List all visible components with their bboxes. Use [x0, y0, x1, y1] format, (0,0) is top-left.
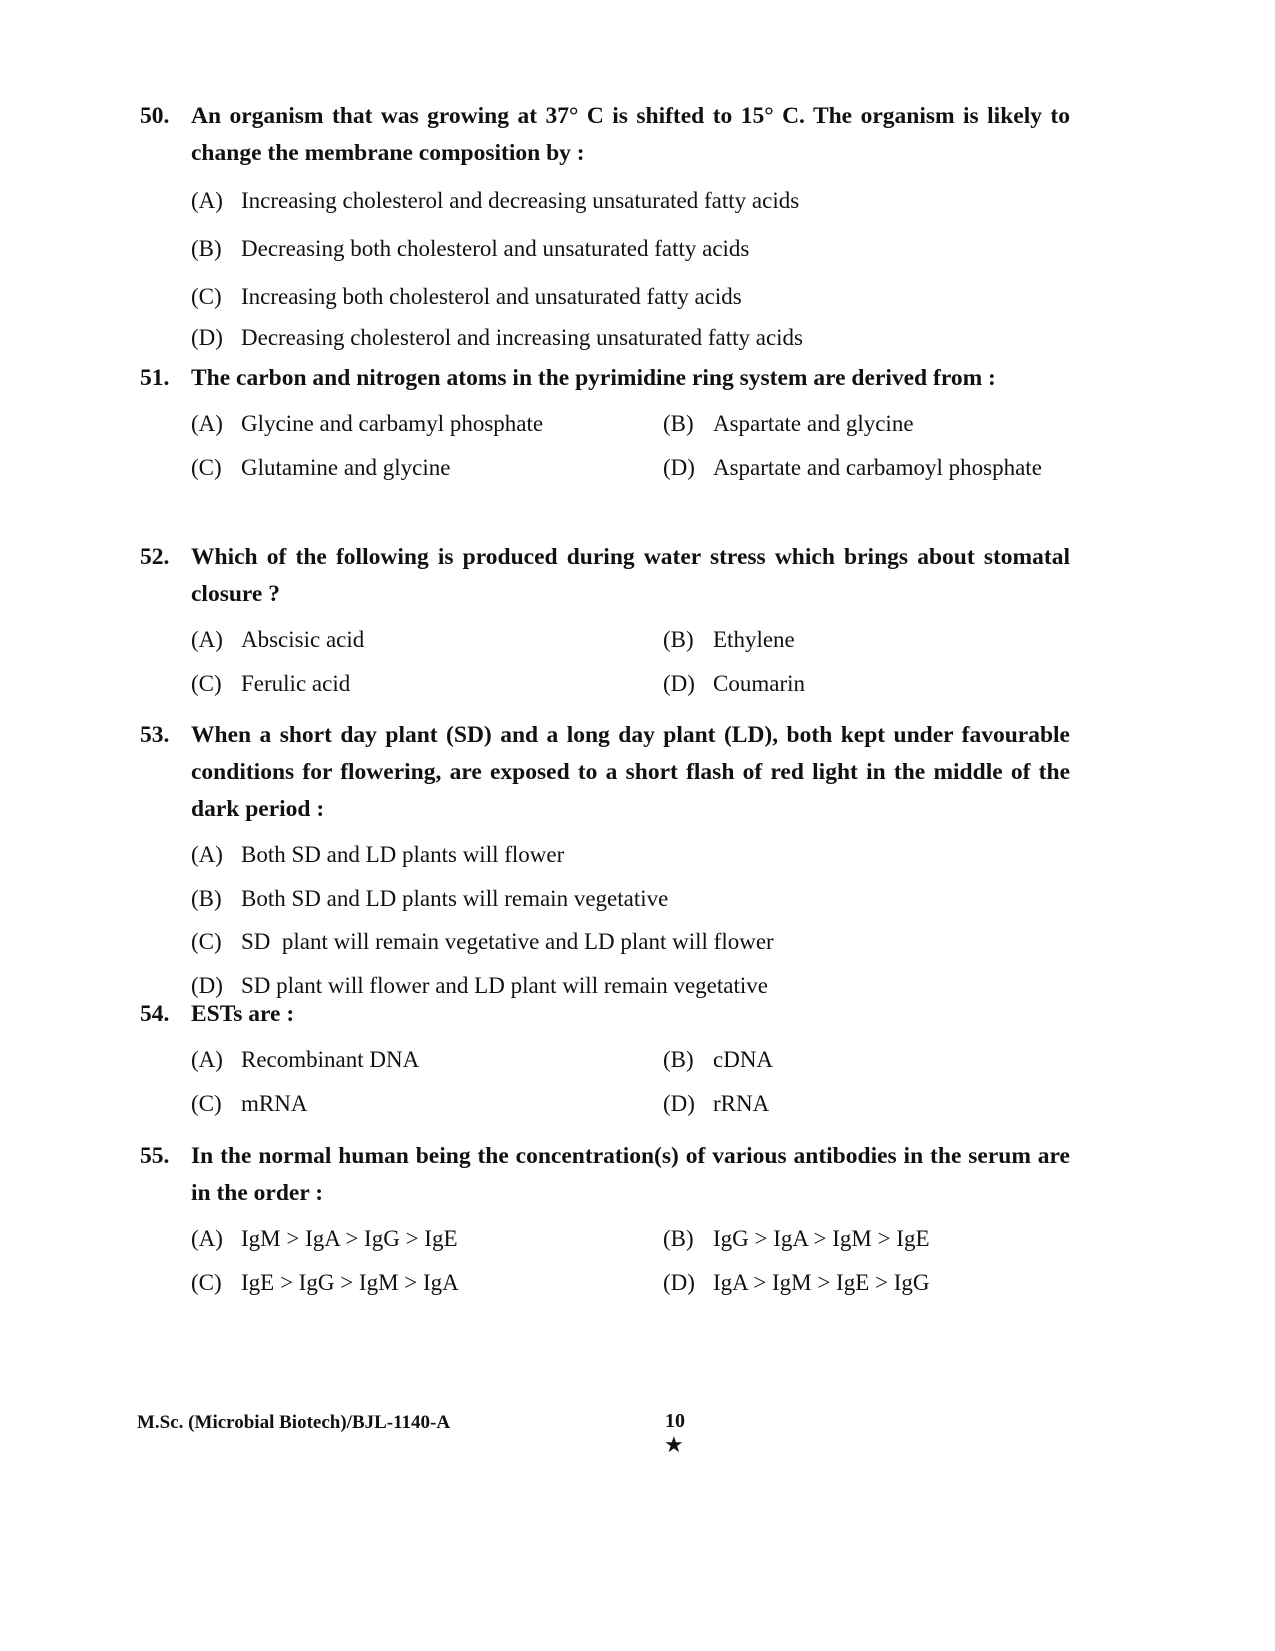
- option-text: Glutamine and glycine: [241, 454, 451, 480]
- option-list: [191, 177, 1070, 362]
- option-text: IgE > IgG > IgM > IgA: [241, 1269, 459, 1295]
- question-55: [140, 1138, 1070, 1304]
- option-text: Aspartate and carbamoyl phosphate: [713, 454, 1042, 480]
- option-text: Abscisic acid: [241, 627, 365, 652]
- option-label: (A): [191, 1047, 223, 1072]
- option-c[interactable]: [191, 1261, 663, 1305]
- option-label: (B): [191, 236, 222, 261]
- option-text: Both SD and LD plants will remain vegetative: [241, 885, 669, 911]
- option-list: [191, 1038, 1070, 1125]
- question-text: An organism that was growing at 37° C is shifted to 15° C. The organism is likely to change the membrane composition by :: [191, 103, 1070, 166]
- option-d[interactable]: [663, 1082, 1083, 1126]
- option-label: (B): [663, 411, 694, 436]
- question-51: [140, 360, 1070, 489]
- option-b[interactable]: [663, 1038, 1083, 1082]
- question-number: 55.: [140, 1143, 170, 1169]
- option-b[interactable]: [663, 618, 1083, 662]
- option-b[interactable]: [191, 877, 1070, 921]
- option-label: (B): [663, 627, 694, 652]
- option-list: [191, 833, 1070, 1007]
- option-text: mRNA: [241, 1090, 308, 1116]
- option-d[interactable]: [191, 314, 1070, 362]
- question-53: [140, 717, 1070, 1007]
- option-b[interactable]: [663, 402, 1083, 446]
- option-label: (B): [663, 1226, 694, 1251]
- option-text: cDNA: [713, 1047, 774, 1072]
- option-a[interactable]: [191, 618, 663, 662]
- option-d[interactable]: [663, 1261, 1083, 1305]
- option-text: Increasing cholesterol and decreasing unsaturated fatty acids: [241, 188, 800, 213]
- option-text: Aspartate and glycine: [713, 411, 914, 436]
- option-label: (D): [663, 454, 695, 480]
- question-50: [140, 98, 1070, 362]
- option-label: (D): [191, 325, 223, 350]
- option-c[interactable]: [191, 920, 1070, 964]
- option-text: Both SD and LD plants will flower: [241, 842, 565, 867]
- question-number: 52.: [140, 544, 170, 570]
- option-a[interactable]: [191, 1217, 663, 1261]
- option-c[interactable]: [191, 446, 663, 490]
- star-icon: ★: [664, 1432, 684, 1457]
- question-text: Which of the following is produced during water stress which brings about stomatal closure ?: [191, 544, 1070, 607]
- option-text: Glycine and carbamyl phosphate: [241, 411, 544, 436]
- option-d[interactable]: [663, 446, 1083, 490]
- question-text: When a short day plant (SD) and a long day plant (LD), both kept under favourable conditions for flowering, are exposed to a short flash of red light in the middle of the dark period :: [191, 722, 1070, 822]
- option-a[interactable]: [191, 177, 1070, 225]
- option-text: Ferulic acid: [241, 670, 351, 696]
- option-label: (A): [191, 188, 223, 213]
- option-a[interactable]: [191, 1038, 663, 1082]
- option-label: (C): [191, 670, 222, 696]
- question-52: [140, 539, 1070, 705]
- option-label: (C): [191, 929, 222, 954]
- option-d[interactable]: [663, 662, 1083, 706]
- option-label: (D): [663, 670, 695, 696]
- option-list: [191, 618, 1070, 705]
- option-text: Decreasing both cholesterol and unsaturated fatty acids: [241, 236, 750, 261]
- page-number: 10: [665, 1410, 685, 1432]
- option-label: (C): [191, 454, 222, 480]
- option-label: (A): [191, 411, 223, 436]
- option-a[interactable]: [191, 402, 663, 446]
- paper-code: M.Sc. (Microbial Biotech)/BJL-1140-A: [137, 1412, 451, 1433]
- option-text: IgA > IgM > IgE > IgG: [713, 1269, 930, 1295]
- option-text: Recombinant DNA: [241, 1047, 420, 1072]
- option-b[interactable]: [191, 225, 1070, 273]
- option-text: IgG > IgA > IgM > IgE: [713, 1226, 930, 1251]
- option-list: [191, 402, 1070, 489]
- option-text: Decreasing cholesterol and increasing unsaturated fatty acids: [241, 325, 803, 350]
- option-label: (C): [191, 284, 222, 309]
- option-text: SD plant will remain vegetative and LD plant will flower: [241, 929, 774, 954]
- option-text: IgM > IgA > IgG > IgE: [241, 1226, 458, 1251]
- option-label: (B): [191, 885, 222, 911]
- option-label: (D): [191, 972, 223, 998]
- option-text: Coumarin: [713, 670, 805, 696]
- question-number: 54.: [140, 1001, 170, 1027]
- option-label: (D): [663, 1090, 695, 1116]
- option-c[interactable]: [191, 662, 663, 706]
- option-text: SD plant will flower and LD plant will remain vegetative: [241, 972, 768, 998]
- question-number: 51.: [140, 365, 170, 391]
- option-c[interactable]: [191, 1082, 663, 1126]
- option-label: (A): [191, 842, 223, 867]
- option-label: (A): [191, 627, 223, 652]
- question-text: ESTs are :: [191, 1001, 295, 1027]
- question-text: In the normal human being the concentration(s) of various antibodies in the serum are in the order :: [191, 1143, 1070, 1206]
- option-b[interactable]: [663, 1217, 1083, 1261]
- question-54: [140, 996, 1070, 1125]
- option-text: rRNA: [713, 1090, 770, 1116]
- option-label: (C): [191, 1269, 222, 1295]
- question-number: 50.: [140, 103, 170, 129]
- option-text: Increasing both cholesterol and unsaturated fatty acids: [241, 284, 742, 309]
- question-text: The carbon and nitrogen atoms in the pyrimidine ring system are derived from :: [191, 365, 996, 391]
- question-number: 53.: [140, 722, 170, 748]
- option-label: (B): [663, 1047, 694, 1072]
- option-a[interactable]: [191, 833, 1070, 877]
- option-list: [191, 1217, 1070, 1304]
- option-label: (A): [191, 1226, 223, 1251]
- option-label: (D): [663, 1269, 695, 1295]
- option-label: (C): [191, 1090, 222, 1116]
- option-text: Ethylene: [713, 627, 795, 652]
